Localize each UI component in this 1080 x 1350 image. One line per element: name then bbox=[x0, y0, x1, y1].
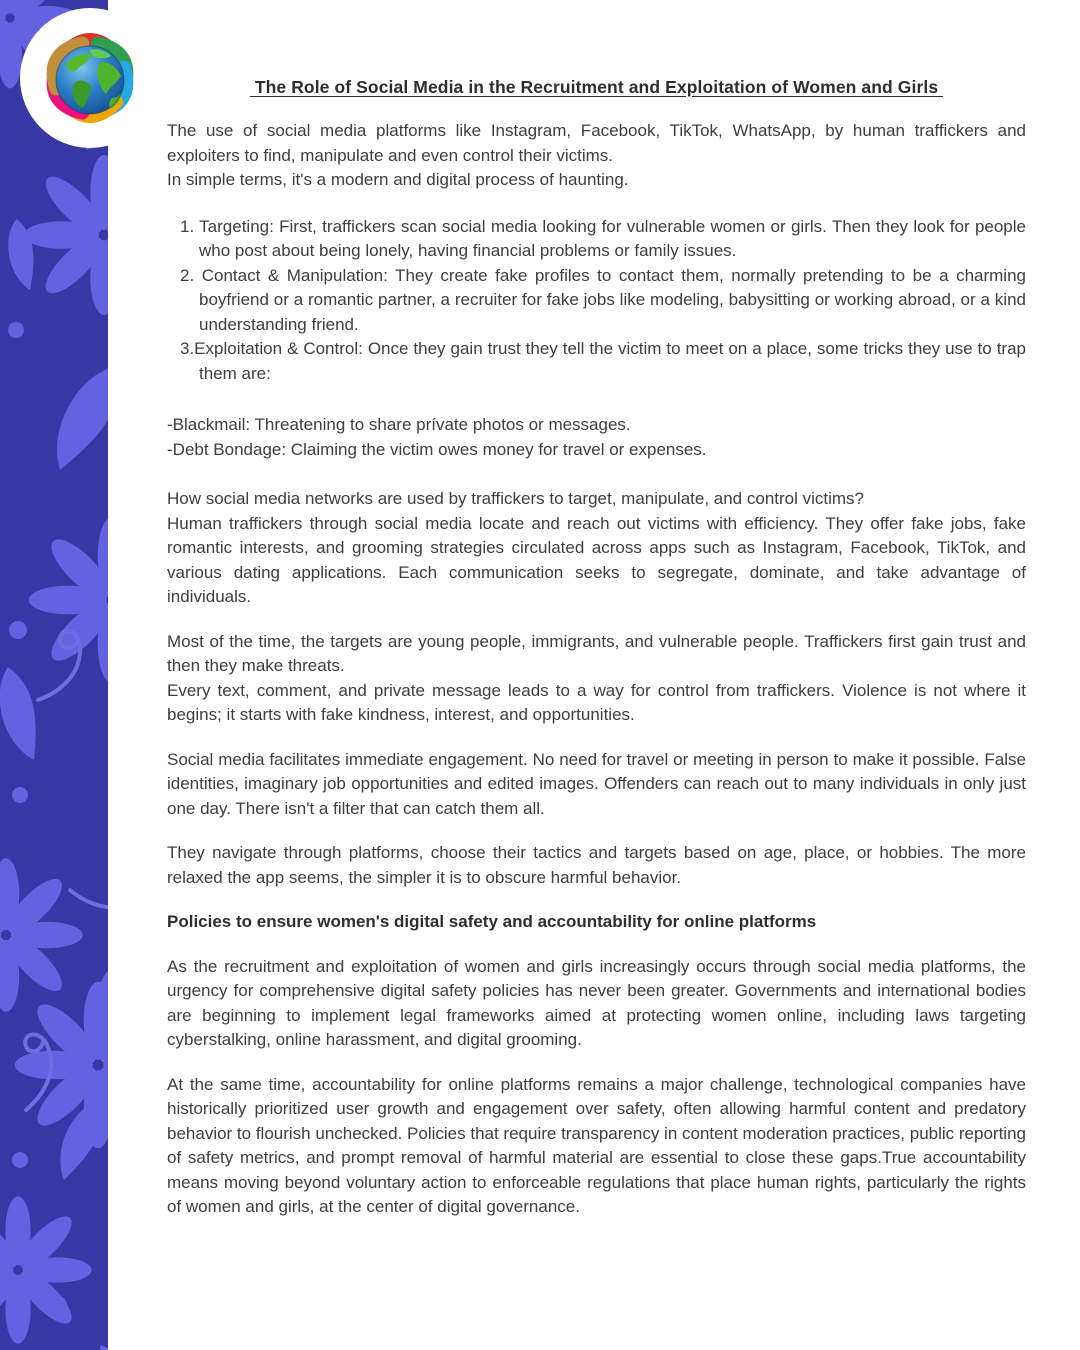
paragraph-accountability: At the same time, accountability for online platforms remains a major challenge, technological companies have historically prioritized user growth and engagement over safety, often allowing harmful content and predatory behavior to flourish unchecked. Policies that require transparency in content moderation practices, public reporting of safety metrics, and prompt removal of harmful material are essential to close these gaps.True accountability means moving beyond voluntary action to enforceable regulations that place human rights, particularly the rights of women and girls, at the center of digital governance. bbox=[167, 1074, 1026, 1216]
document-content bbox=[167, 76, 1026, 1220]
paragraph-targets-2: Every text, comment, and private message leads to a way for control from traffickers. Violence is not where it begins; it starts with fake kindness, interest, and opportunities. bbox=[167, 680, 1026, 724]
trick-blackmail: -Blackmail: Threatening to share prívate photos or messages. bbox=[167, 415, 631, 434]
question-section bbox=[167, 487, 1026, 610]
decorative-sidebar bbox=[0, 0, 108, 1350]
policies-subheading: Policies to ensure women's digital safety and accountability for online platforms bbox=[167, 912, 817, 931]
floral-pattern-graphic bbox=[0, 0, 108, 1350]
list-item-contact-manipulation: 2. Contact & Manipulation: They create fake profiles to contact them, normally pretending to be a charming boyfriend or a romantic partner, a recruiter for fake jobs like modeling, babysitting or working abroad, or a kind understanding friend. bbox=[180, 265, 1026, 334]
paragraph-targets-1: Most of the time, the targets are young people, immigrants, and vulnerable people. Traffickers first gain trust and then they make threats. bbox=[167, 631, 1026, 675]
page-title: The Role of Social Media in the Recruitment and Exploitation of Women and Girls bbox=[249, 77, 944, 97]
list-item-exploitation-control: 3.Exploitation & Control: Once they gain trust they tell the victim to meet on a place, some tricks they use to trap them are: bbox=[180, 339, 1026, 383]
intro-paragraph-line-1: The use of social media platforms like Instagram, Facebook, TikTok, WhatsApp, by human traffickers and exploiters to find, manipulate and even control their victims. bbox=[167, 121, 1026, 165]
list-item-targeting: 1. Targeting: First, traffickers scan social media looking for vulnerable women or girls. Then they look for people who post about being lonely, having financial problems or family issues. bbox=[180, 216, 1026, 260]
organization-logo bbox=[18, 6, 162, 150]
paragraph-navigate: They navigate through platforms, choose their tactics and targets based on age, place, or hobbies. The more relaxed the app seems, the simpler it is to obscure harmful behavior. bbox=[167, 843, 1026, 887]
intro-paragraph-line-2: In simple terms, it's a modern and digital process of haunting. bbox=[167, 170, 629, 189]
paragraph-efficiency: Human traffickers through social media locate and reach out victims with efficiency. They offer fake jobs, fake romantic interests, and grooming strategies circulated across apps such as Instagram, Facebook, TikTok, and various dating applications. Each communication seeks to segregate, dominate, and take advantage of individuals. bbox=[167, 513, 1026, 606]
targets-section bbox=[167, 630, 1026, 728]
paragraph-policies: As the recruitment and exploitation of women and girls increasingly occurs through social media platforms, the urgency for comprehensive digital safety policies has never been greater. Governments and international bodies are beginning to implement legal frameworks aimed at protecting women online, including laws targeting cyberstalking, online harassment, and digital grooming. bbox=[167, 956, 1026, 1049]
paragraph-engagement: Social media facilitates immediate engagement. No need for travel or meeting in person to make it possible. False identities, imaginary job opportunities and edited images. Offenders can reach out to many individuals in only just one day. There isn't a filter that can catch them all. bbox=[167, 749, 1026, 818]
globe-icon bbox=[56, 46, 124, 114]
question-line: How social media networks are used by traffickers to target, manipulate, and control victims? bbox=[167, 489, 864, 508]
trafficking-steps-list bbox=[167, 215, 1026, 387]
trick-debt-bondage: -Debt Bondage: Claiming the victim owes money for travel or expenses. bbox=[167, 439, 707, 459]
unity-people-globe-icon bbox=[18, 6, 162, 150]
